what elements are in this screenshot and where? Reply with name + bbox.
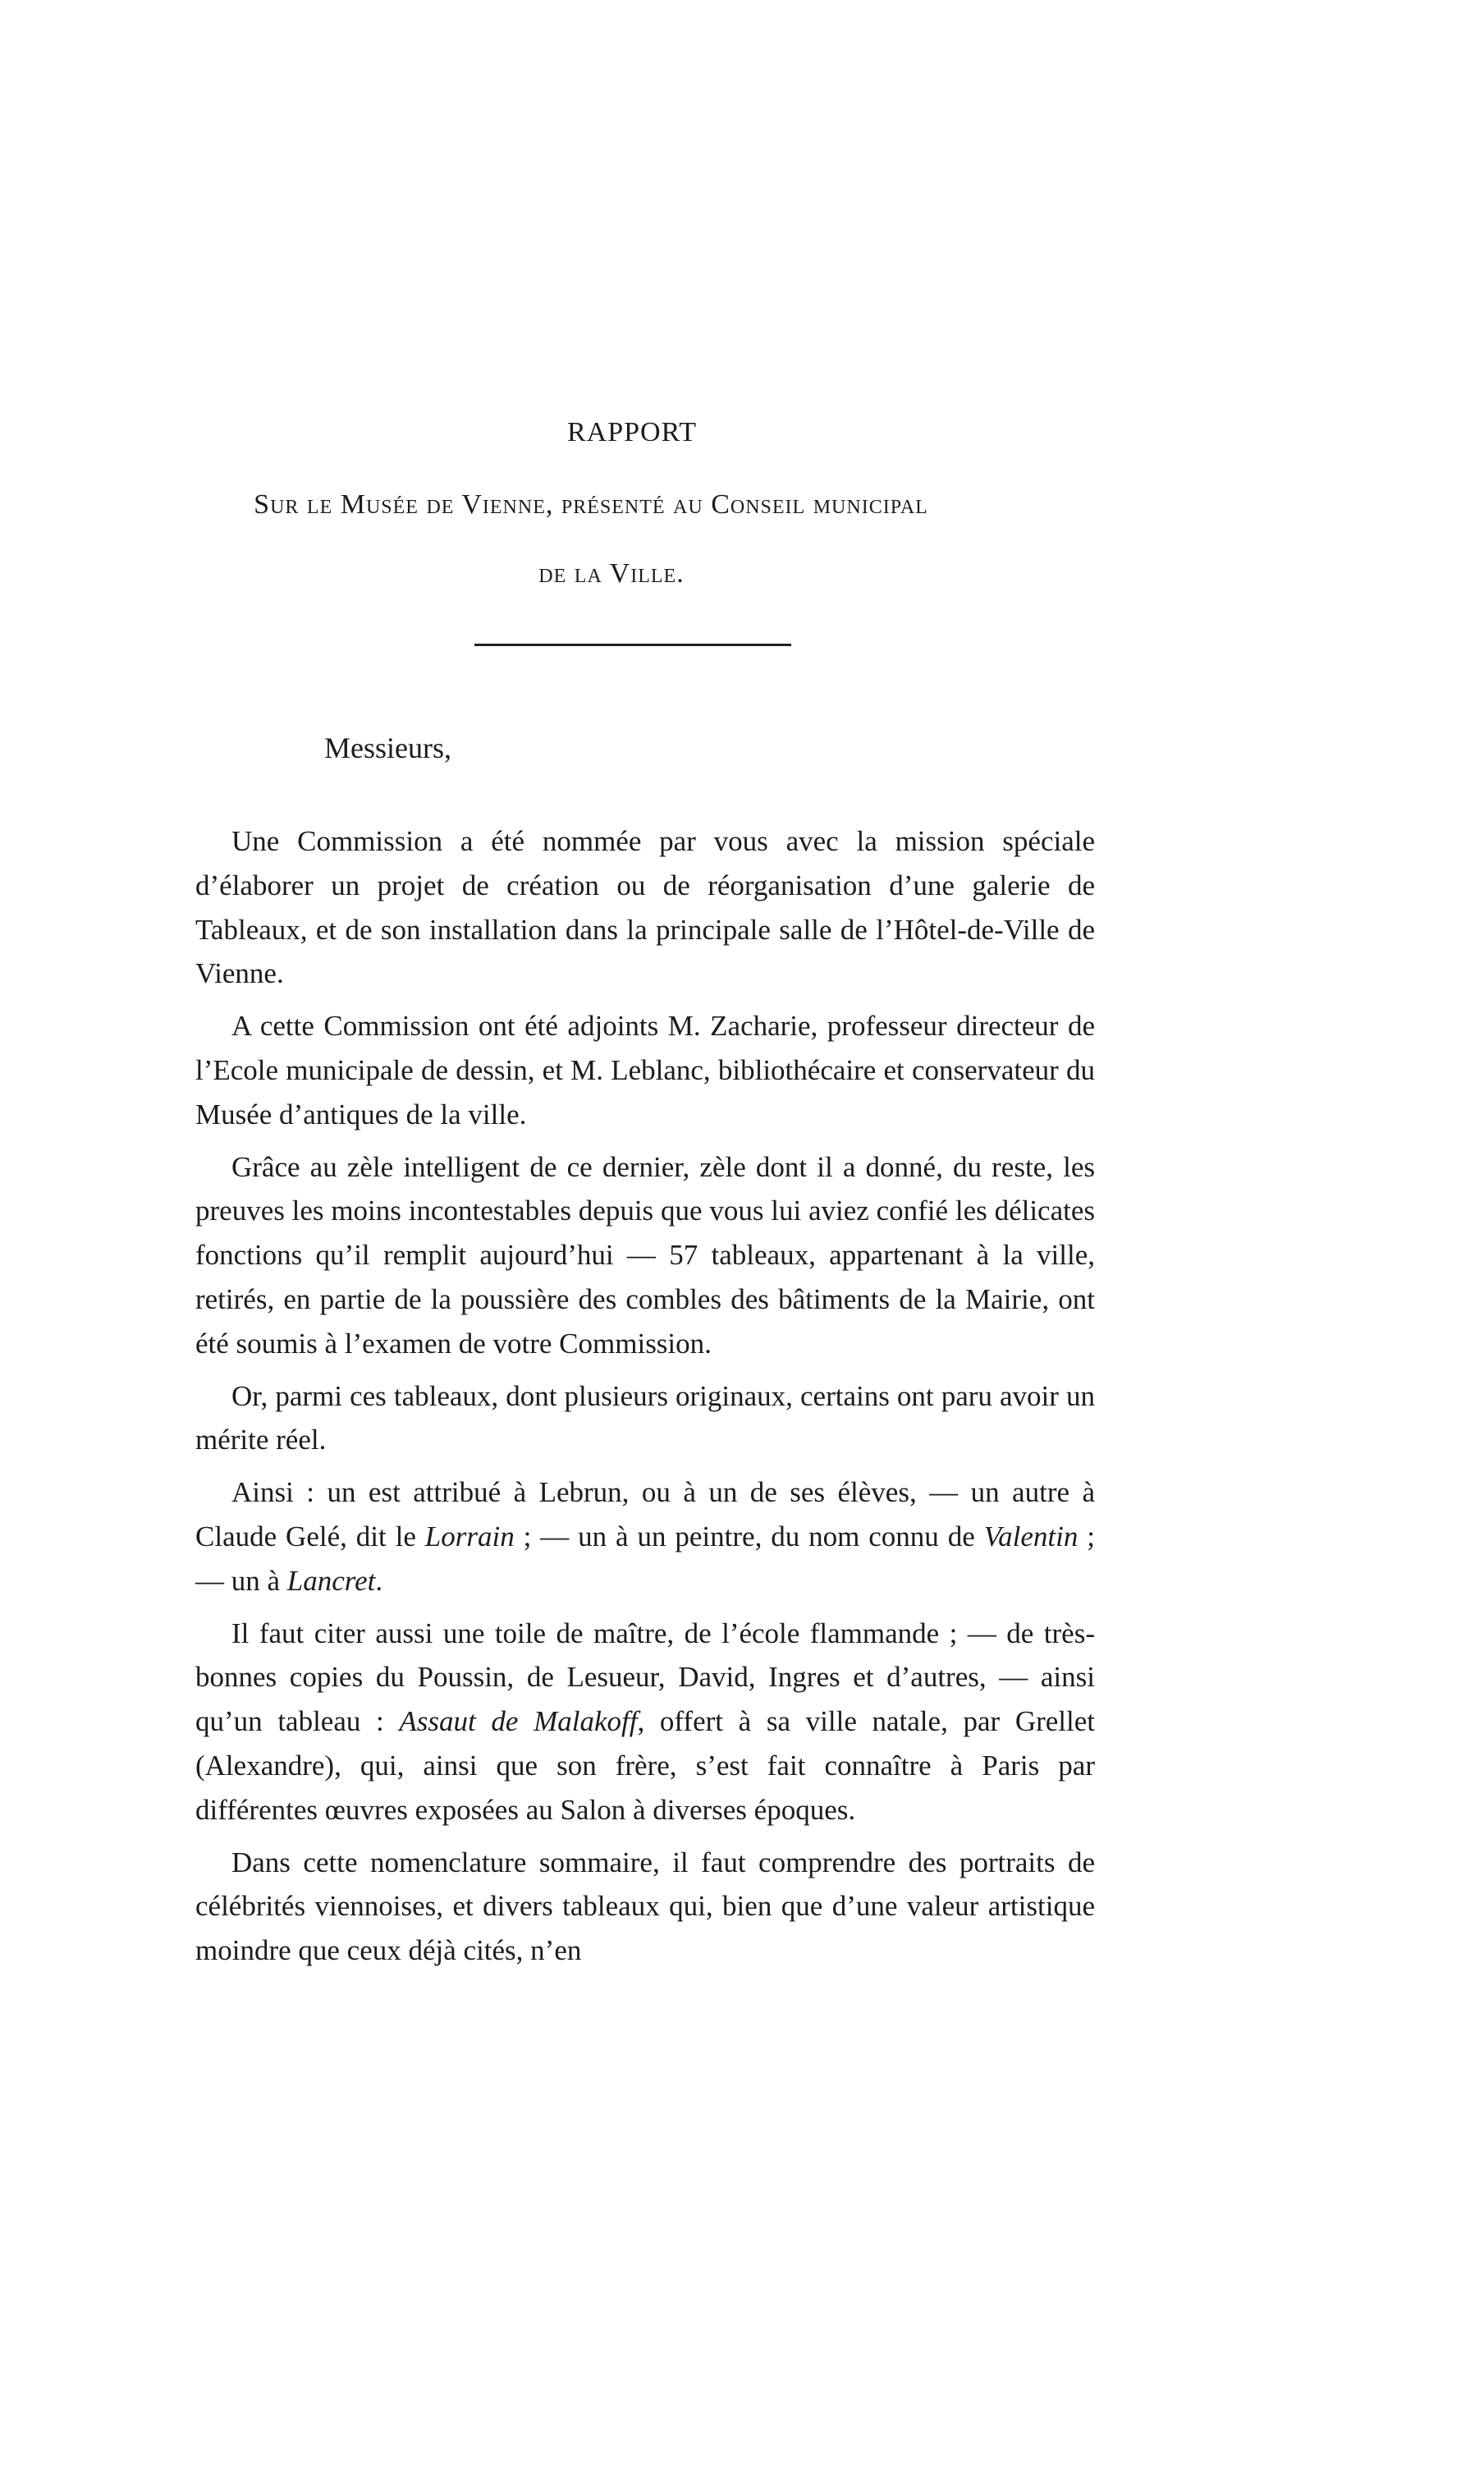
paragraph-5-text-a: Ainsi : un est attribué à Lebrun, ou à un de ses élèves, — un autre à Claude Gelé, dit le bbox=[195, 1476, 1095, 1552]
paragraph-7: Dans cette nomenclature sommaire, il faut comprendre des portraits de célébrités viennoises, et divers tableaux qui, bien que d’une valeur artistique moindre que ceux déjà cités, n’en bbox=[195, 1846, 1095, 1967]
paragraph-1: Une Commission a été nommée par vous avec la mission spéciale d’élaborer un projet de création ou de réorganisation d’une galerie de Tableaux, et de son installation dans la principale salle de l’Hôtel-de-Ville de Vienne. bbox=[195, 825, 1095, 990]
salutation: Messieurs, bbox=[324, 732, 451, 764]
page-title: RAPPORT bbox=[566, 417, 697, 447]
paragraph-5-text-g: . bbox=[375, 1564, 383, 1597]
page-subtitle-line-1: Sur le Musée de Vienne, présenté au Conseil municipal bbox=[254, 489, 928, 520]
paragraph-6-italic-malakoff: Assaut de Malakoff bbox=[399, 1705, 638, 1738]
paragraph-2: A cette Commission ont été adjoints M. Zacharie, professeur directeur de l’Ecole municipale de dessin, et M. Leblanc, bibliothécaire et conservateur du Musée d’antiques de la ville. bbox=[195, 1010, 1095, 1131]
document-body bbox=[195, 819, 1095, 1981]
paragraph-5-italic-lorrain: Lorrain bbox=[424, 1520, 515, 1552]
paragraph-3: Grâce au zèle intelligent de ce dernier, zèle dont il a donné, du reste, les preuves les moins incontestables depuis que vous lui aviez confié les délicates fonctions qu’il remplit aujourd’hui — 57 tableaux, appartenant à la ville, retirés, en partie de la poussière des combles des bâtiments de la Mairie, ont été soumis à l’examen de votre Commission. bbox=[195, 1150, 1095, 1360]
paragraph-6 bbox=[195, 1612, 1095, 1832]
paragraph-6-text-c: , offert à sa ville natale, par Grellet (Alexandre), qui, ainsi que son frère, s’est fait connaître à Paris par différentes œuvres exposées au Salon à diverses époques. bbox=[195, 1705, 1096, 1826]
paragraph-4: Or, parmi ces tableaux, dont plusieurs originaux, certains ont paru avoir un mérite réel. bbox=[195, 1379, 1095, 1456]
paragraph-5-italic-lancret: Lancret bbox=[286, 1564, 376, 1597]
title-separator-rule bbox=[474, 644, 791, 646]
paragraph-5-text-c: ; — un à un peintre, du nom connu de bbox=[514, 1520, 984, 1552]
paragraph-6-text-a: Il faut citer aussi une toile de maître, de l’école flammande ; — de très-bonnes copies du Poussin, de Lesueur, David, Ingres et d’autres, — ainsi qu’un tableau : bbox=[195, 1617, 1095, 1738]
page-subtitle-line-2: de la Ville. bbox=[538, 558, 685, 589]
paragraph-5-italic-valentin: Valentin bbox=[983, 1520, 1079, 1552]
paragraph-5-text-e: ; — un à bbox=[195, 1520, 1095, 1597]
paragraph-5 bbox=[195, 1470, 1095, 1603]
